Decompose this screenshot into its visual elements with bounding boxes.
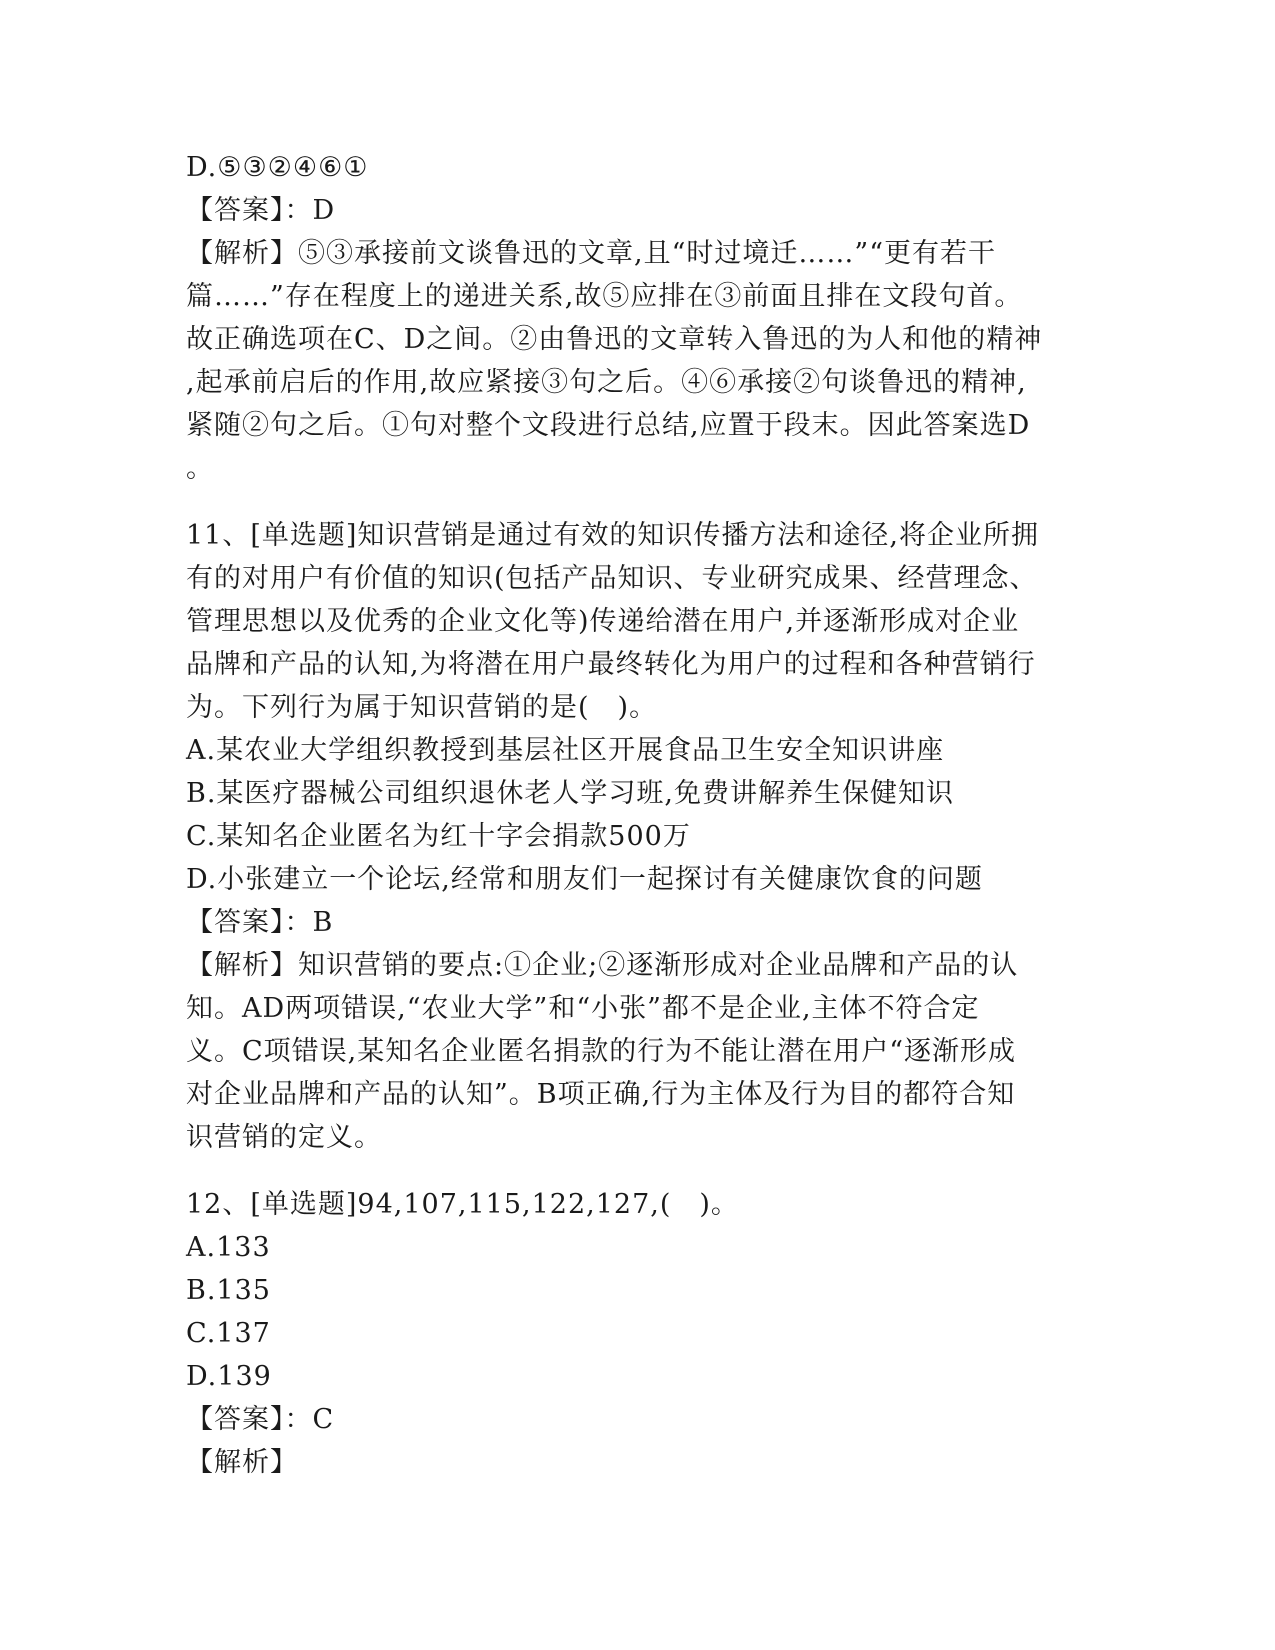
q10-analysis-line-2: 篇……”存在程度上的递进关系,故⑤应排在③前面且排在文段句首。 (186, 281, 1023, 312)
q11-analysis-line-3: 义。C项错误,某知名企业匿名捐款的行为不能让潜在用户“逐渐形成 (186, 1036, 1017, 1067)
q11-stem-line-3: 管理思想以及优秀的企业文化等)传递给潜在用户,并逐渐形成对企业 (186, 606, 1020, 637)
q11-analysis-line-2: 知。AD两项错误,“农业大学”和“小张”都不是企业,主体不符合定 (186, 993, 980, 1024)
analysis-text: ⑤③承接前文谈鲁迅的文章,且“时过境迁……”“更有若干 (298, 238, 996, 269)
q12-option-b: B.135 (186, 1275, 271, 1306)
answer-tag: 【答案】 (186, 907, 285, 938)
answer-tag: 【答案】 (186, 1404, 285, 1435)
answer-separator: ： (284, 195, 313, 226)
q10-answer (186, 189, 1086, 232)
q10-analysis-line-4: ,起承前启后的作用,故应紧接③句之后。④⑥承接②句谈鲁迅的精神, (186, 367, 1027, 398)
q11-option-d: D.小张建立一个论坛,经常和朋友们一起探讨有关健康饮食的问题 (186, 864, 983, 895)
analysis-tag: 【解析】 (186, 1447, 298, 1478)
q10-analysis-line-5: 紧随②句之后。①句对整个文段进行总结,应置于段末。因此答案选D (186, 410, 1031, 441)
q12-option-d: D.139 (186, 1361, 272, 1392)
q12-option-a: A.133 (186, 1232, 271, 1263)
analysis-tag: 【解析】 (186, 238, 298, 269)
answer-separator: ： (284, 1404, 313, 1435)
q11-analysis-line-4: 对企业品牌和产品的认知”。B项正确,行为主体及行为目的都符合知 (186, 1079, 1016, 1110)
document-page (186, 146, 1086, 1484)
q10-option-d: D.⑤③②④⑥① (186, 152, 369, 183)
q12-analysis (186, 1441, 1086, 1484)
q11-option-b: B.某医疗器械公司组织退休老人学习班,免费讲解养生保健知识 (186, 778, 955, 809)
q12-option-c: C.137 (186, 1318, 271, 1349)
q11-answer (186, 901, 1086, 944)
q10-analysis-line-3: 故正确选项在C、D之间。②由鲁迅的文章转入鲁迅的为人和他的精神 (186, 324, 1043, 355)
answer-tag: 【答案】 (186, 195, 285, 226)
q11-stem-line-4: 品牌和产品的认知,为将潜在用户最终转化为用户的过程和各种营销行 (186, 649, 1036, 680)
analysis-tag: 【解析】 (186, 950, 298, 981)
section-gap (186, 490, 1086, 514)
q10-analysis-line-6: 。 (186, 453, 214, 484)
q11-stem-line-1: 11、[单选题]知识营销是通过有效的知识传播方法和途径,将企业所拥 (186, 520, 1040, 551)
q11-stem-line-2: 有的对用户有价值的知识(包括产品知识、专业研究成果、经营理念、 (186, 563, 1038, 594)
q12-stem: 12、[单选题]94,107,115,122,127,( )。 (186, 1189, 739, 1220)
q11-stem-line-5: 为。下列行为属于知识营销的是( )。 (186, 692, 658, 723)
q11-option-a: A.某农业大学组织教授到基层社区开展食品卫生安全知识讲座 (186, 735, 945, 766)
answer-separator: ： (284, 907, 313, 938)
answer-value: B (312, 907, 334, 938)
q10-analysis-line-1 (186, 232, 1086, 275)
section-gap (186, 1159, 1086, 1183)
q11-analysis-line-5: 识营销的定义。 (186, 1122, 382, 1153)
q12-answer (186, 1398, 1086, 1441)
answer-value: C (312, 1404, 335, 1435)
q11-option-c: C.某知名企业匿名为红十字会捐款500万 (186, 821, 691, 852)
analysis-text: 知识营销的要点:①企业;②逐渐形成对企业品牌和产品的认 (298, 950, 1019, 981)
q11-analysis-line-1 (186, 944, 1086, 987)
answer-value: D (312, 195, 336, 226)
